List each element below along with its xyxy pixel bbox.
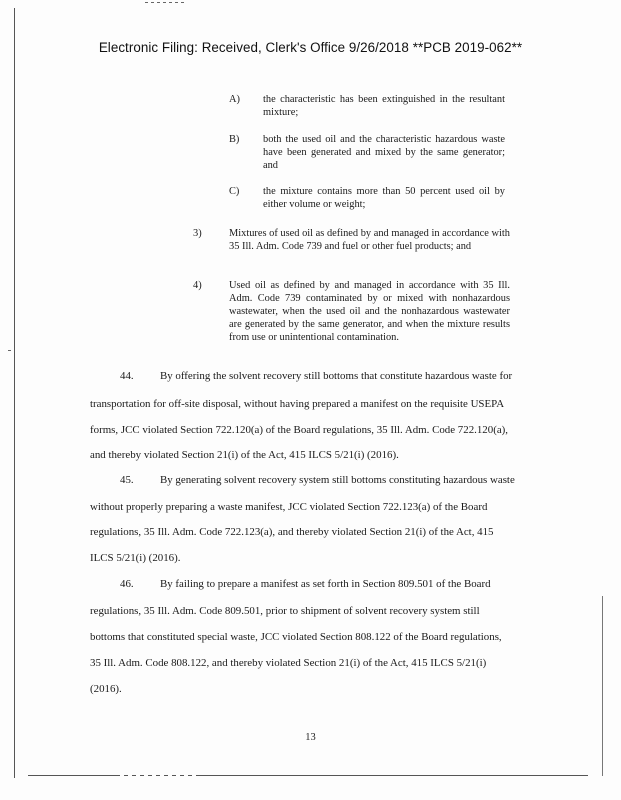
paragraph-44-line: forms, JCC violated Section 722.120(a) of the Board regulations, 35 Ill. Adm. Code 722.120(a),	[90, 424, 509, 436]
paragraph-45-line	[120, 473, 540, 487]
paragraph-text: By failing to prepare a manifest as set forth in Section 809.501 of the Board	[160, 578, 491, 590]
paragraph-45-line: ILCS 5/21(i) (2016).	[90, 552, 181, 564]
paragraph-46-line: bottoms that constituted special waste, JCC violated Section 808.122 of the Board regulations,	[90, 631, 502, 643]
scan-edge-bottom	[28, 775, 588, 776]
scan-edge-top	[145, 2, 185, 3]
paragraph-text: By generating solvent recovery system still bottoms constituting hazardous waste	[160, 474, 515, 486]
list-item-label: C)	[229, 186, 240, 197]
list-item-4	[193, 279, 513, 359]
paragraph-46-line: 35 Ill. Adm. Code 808.122, and thereby violated Section 21(i) of the Act, 415 ILCS 5/21(i)	[90, 657, 487, 669]
paragraph-46-line: (2016).	[90, 683, 122, 695]
paragraph-46-line	[120, 577, 540, 591]
paragraph-45-line: regulations, 35 Ill. Adm. Code 722.123(a), and thereby violated Section 21(i) of the Act, 415	[90, 526, 494, 538]
filing-header: Electronic Filing: Received, Clerk's Office 9/26/2018 **PCB 2019-062**	[98, 40, 523, 55]
paragraph-44-line	[120, 369, 540, 383]
paragraph-number: 46.	[120, 578, 134, 590]
list-item-label: A)	[229, 94, 240, 105]
paragraph-number: 45.	[120, 474, 134, 486]
list-item-c	[229, 185, 509, 215]
list-item-a	[229, 93, 509, 123]
list-item-text: the mixture contains more than 50 percent used oil by either volume or weight;	[263, 186, 505, 210]
scan-artifact	[8, 350, 11, 351]
list-item-text: Mixtures of used oil as defined by and managed in accordance with 35 Ill. Adm. Code 739 and fuel or other fuel products; and	[229, 228, 510, 252]
scan-edge-right	[602, 596, 603, 776]
list-item-text: the characteristic has been extinguished in the resultant mixture;	[263, 94, 505, 118]
list-item-label: 3)	[193, 228, 202, 239]
list-item-label: B)	[229, 134, 240, 145]
paragraph-45-line: without properly preparing a waste manifest, JCC violated Section 722.123(a) of the Board	[90, 501, 488, 513]
list-item-text: both the used oil and the characteristic hazardous waste have been generated and mixed by the same generator; and	[263, 134, 505, 171]
paragraph-44-line: and thereby violated Section 21(i) of the Act, 415 ILCS 5/21(i) (2016).	[90, 449, 399, 461]
scan-edge-left	[14, 8, 15, 778]
list-item-3	[193, 227, 513, 271]
page-number: 13	[305, 732, 316, 743]
paragraph-44-line: transportation for off-site disposal, without having prepared a manifest on the requisite USEPA	[90, 398, 505, 410]
paragraph-text: By offering the solvent recovery still bottoms that constitute hazardous waste for	[160, 370, 513, 382]
paragraph-46-line: regulations, 35 Ill. Adm. Code 809.501, prior to shipment of solvent recovery system still	[90, 605, 480, 617]
paragraph-number: 44.	[120, 370, 134, 382]
list-item-label: 4)	[193, 280, 202, 291]
list-item-text: Used oil as defined by and managed in accordance with 35 Ill. Adm. Code 739 contaminated by or mixed with nonhazardous wastewater, when the used oil and the nonhazardous wastewater are generated by the same generator, and when the mixture results from use or unintentional contamination.	[229, 280, 510, 343]
scan-edge-bottom-gap	[120, 775, 200, 776]
list-item-b	[229, 133, 509, 177]
